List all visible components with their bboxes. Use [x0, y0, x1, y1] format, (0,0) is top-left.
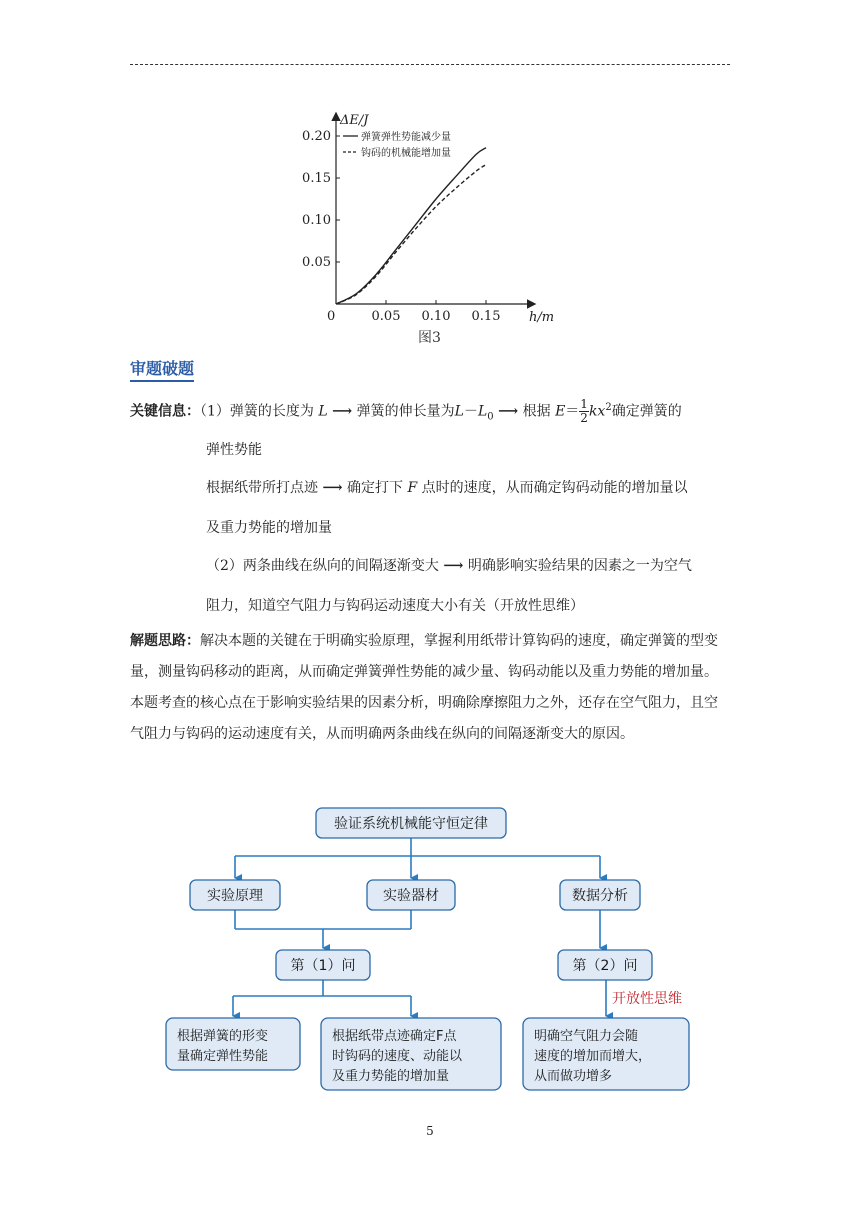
leaf3-line-3: 从而做功增多 — [534, 1069, 613, 1084]
leaf3-line-2: 速度的增加而增大， — [534, 1049, 652, 1064]
leaf1-line-2: 量确定弹性势能 — [177, 1049, 269, 1064]
y-tick-label: 0.10 — [302, 213, 331, 228]
principle-label: 实验原理 — [207, 888, 263, 904]
solution-paragraph — [130, 626, 730, 750]
root-label: 验证系统机械能守恒定律 — [334, 816, 488, 832]
key-info-text: （2）两条曲线在纵向的间隔逐渐变大 — [206, 558, 439, 574]
fraction-num: 1 — [580, 397, 588, 412]
solution-label: 解题思路： — [130, 633, 200, 649]
superscript-2: 2 — [605, 402, 612, 413]
arrow: ⟶ — [332, 403, 353, 420]
key-info-line-5 — [206, 556, 692, 576]
key-info-text: 明确影响实验结果的因素之一为空气 — [467, 558, 692, 574]
section-heading: 审题破题 — [130, 356, 194, 382]
figure-caption: 图3 — [418, 330, 441, 346]
key-info-line-2: 弹性势能 — [206, 442, 262, 458]
energy-chart-svg — [296, 100, 576, 350]
series-spring-energy-decrease — [336, 148, 486, 304]
header-rule — [130, 64, 730, 65]
leaf3-line-1: 明确空气阻力会随 — [534, 1029, 639, 1044]
y-tick-label: 0.05 — [302, 255, 331, 270]
key-info-line-1 — [130, 398, 682, 427]
open-thinking-label: 开放性思维 — [612, 991, 682, 1007]
x-tick-label: 0.10 — [421, 309, 451, 324]
origin-label: 0 — [327, 309, 336, 324]
key-info-text: 根据纸带所打点迹 — [206, 480, 318, 496]
q1-label: 第（1）问 — [290, 958, 356, 974]
arrow: ⟶ — [322, 480, 343, 496]
leaf1-line-1: 根据弹簧的形变 — [177, 1029, 269, 1044]
var-F: F — [407, 480, 418, 496]
key-info-line-6: 阻力，知道空气阻力与钩码运动速度大小有关（开放性思维） — [206, 598, 584, 614]
key-info-label: 关键信息： — [130, 403, 200, 420]
var-L: L — [454, 403, 464, 420]
key-info-text: 根据 — [522, 403, 551, 420]
key-info-line-4: 及重力势能的增加量 — [206, 520, 332, 536]
key-info-text: 弹簧的伸长量为 — [356, 403, 455, 420]
fraction-den: 2 — [580, 411, 588, 426]
solution-text: 解决本题的关键在于明确实验原理，掌握利用纸带计算钩码的速度，确定弹簧的型变量，测量钩码移动的距离，从而确定弹簧弹性势能的减少量、钩码动能以及重力势能的增加量。本题考查的核心点在于影响实验结果的因素分析，明确除摩擦阻力之外，还存在空气阻力，且空气阻力与钩码的运动速度有关，从而明确两条曲线在纵向的间隔逐渐变大的原因。 — [130, 633, 718, 742]
legend-entry-1: 弹簧弹性势能减少量 — [361, 132, 451, 143]
page-number: 5 — [426, 1124, 434, 1138]
subscript-0: 0 — [487, 411, 494, 423]
var-L: L — [318, 403, 328, 420]
arrow: ⟶ — [443, 558, 464, 574]
key-info-text: 确定打下 — [346, 480, 403, 496]
var-kx: kx — [588, 403, 606, 420]
leaf2-line-1: 根据纸带点迹确定F点 — [332, 1029, 457, 1044]
analysis-label: 数据分析 — [572, 888, 628, 904]
key-info-line-3 — [206, 478, 688, 498]
arrow: ⟶ — [498, 403, 519, 420]
y-tick-label: 0.20 — [302, 129, 331, 144]
flowchart-svg — [160, 796, 700, 1101]
equals: ＝ — [565, 403, 580, 420]
q2-label: 第（2）问 — [572, 958, 638, 974]
equipment-label: 实验器材 — [383, 888, 439, 904]
x-tick-label: 0.15 — [471, 309, 501, 324]
key-info-text: 点时的速度，从而确定钩码动能的增加量以 — [421, 480, 688, 496]
legend — [343, 130, 451, 159]
leaf2-line-2: 时钩码的速度、动能以 — [332, 1049, 463, 1064]
x-axis-label: h/m — [529, 310, 555, 325]
y-axis-label: ΔE/J — [340, 113, 369, 128]
y-tick-label: 0.15 — [302, 171, 331, 186]
connectors — [233, 838, 606, 1016]
key-info-text: 确定弹簧的 — [611, 403, 682, 420]
x-tick-label: 0.05 — [371, 309, 401, 324]
legend-entry-2: 钩码的机械能增加量 — [361, 148, 451, 159]
flowchart — [160, 796, 700, 1101]
key-info-text: （1）弹簧的长度为 — [200, 403, 314, 420]
series-weight-mechanical-increase — [336, 165, 486, 304]
var-E: E — [555, 403, 566, 420]
energy-chart — [296, 100, 576, 350]
leaf2-line-3: 及重力势能的增加量 — [332, 1069, 450, 1084]
minus: － — [463, 403, 478, 420]
var-L0: L — [477, 403, 488, 420]
fraction — [579, 398, 589, 425]
